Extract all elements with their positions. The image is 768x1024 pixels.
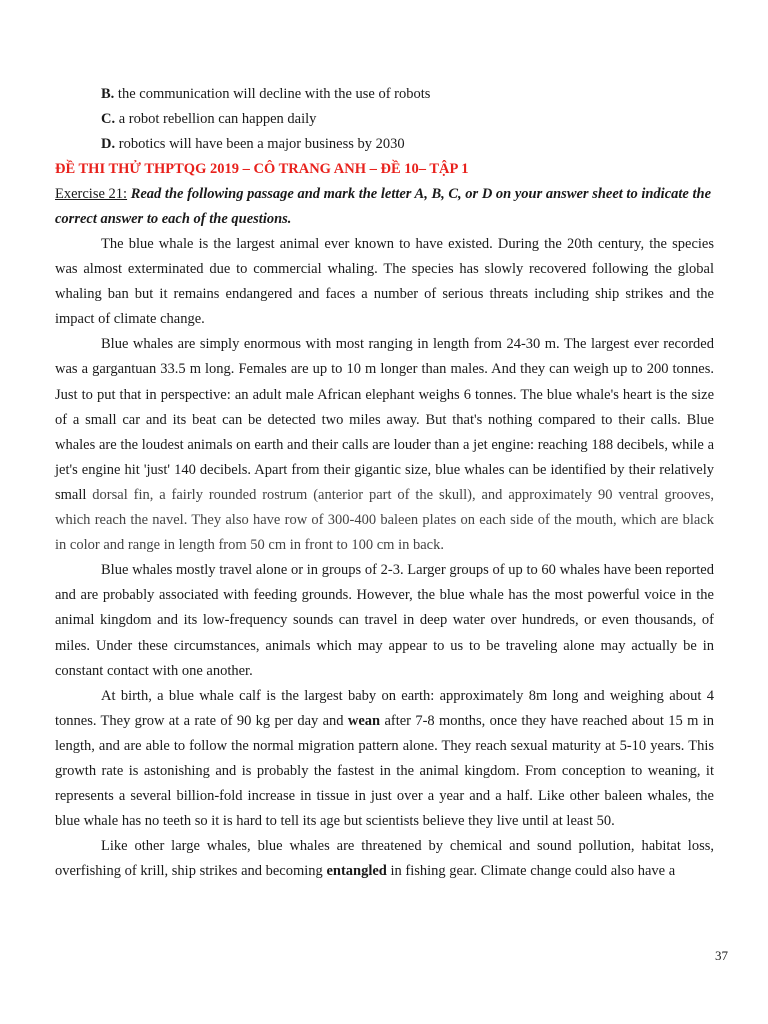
exercise-instruction: Read the following passage and mark the letter A, B, C, or D on your answer sheet to indicate the correct answer to each of the questions. <box>55 186 712 227</box>
keyword-entangled: entangled <box>326 863 387 880</box>
answer-option-d <box>55 132 714 157</box>
exercise-label: Exercise 21: <box>55 186 128 202</box>
exercise-heading <box>55 182 714 232</box>
option-text: the communication will decline with the use of robots <box>114 86 431 102</box>
exam-header: ĐỀ THI THỬ THPTQG 2019 – CÔ TRANG ANH – ĐỀ 10– TẬP 1 <box>55 161 469 177</box>
passage-paragraph-2 <box>55 332 714 558</box>
paragraph-text-continued: dorsal fin, a fairly rounded rostrum (anterior part of the skull), and approximately 90 ventral grooves, which reach the navel. They also have row of 300-400 baleen plates on each side of the mouth, which are black in color and range in length from 50 cm in front to 100 cm in back. <box>55 486 714 554</box>
option-text: a robot rebellion can happen daily <box>115 111 317 127</box>
passage-paragraph-5 <box>55 834 714 884</box>
passage-paragraph-3: Blue whales mostly travel alone or in groups of 2-3. Larger groups of up to 60 whales have been reported and are probably associated with feeding grounds. However, the blue whale has the most powerful voice in the animal kingdom and its low-frequency sounds can travel in deep water over hundreds, or even thousands, of miles. Under these circumstances, animals which may appear to us to be traveling alone may actually be in constant contact with one another. <box>55 562 714 679</box>
option-letter: C. <box>101 111 116 127</box>
paragraph-text-continued: in fishing gear. Climate change could also have a <box>386 863 676 880</box>
paragraph-text: Like other large whales, blue whales are threatened by chemical and sound pollution, habitat loss, overfishing of krill, ship strikes and becoming <box>55 838 714 880</box>
keyword-wean: wean <box>347 712 381 729</box>
answer-option-c <box>55 107 714 132</box>
passage-paragraph-1: The blue whale is the largest animal ever known to have existed. During the 20th century, the species was almost exterminated due to commercial whaling. The species has slowly recovered following the global whaling ban but it remains endangered and faces a number of serious threats including ship strikes and the impact of climate change. <box>55 236 714 328</box>
page-number: 37 <box>715 948 728 963</box>
option-letter: D. <box>101 136 116 152</box>
option-letter: B. <box>101 86 115 102</box>
passage-paragraph-4 <box>55 684 714 835</box>
paragraph-text: Blue whales are simply enormous with most ranging in length from 24-30 m. The largest ever recorded was a gargantuan 33.5 m long. Females are up to 10 m longer than males. And they can weigh up to 200 tonnes. Just to put that in perspective: an adult male African elephant weighs 6 tonnes. The blue whale's heart is the size of a small car and its beat can be detected two miles away. But that's nothing compared to their calls. Blue whales are the loudest animals on earth and their calls are louder than a jet engine: reaching 188 decibels, while a jet's engine hit 'just' 140 decibels. Apart from their gigantic size, blue whales can be identified by their relatively small <box>55 336 714 503</box>
document-page <box>55 82 714 884</box>
paragraph-text: At birth, a blue whale calf is the largest baby on earth: approximately 8m long and weighing about 4 tonnes. They grow at a rate of 90 kg per day and <box>55 687 714 729</box>
option-text: robotics will have been a major business by 2030 <box>115 136 405 152</box>
paragraph-text-continued: after 7-8 months, once they have reached about 15 m in length, and are able to follow the normal migration pattern alone. They reach sexual maturity at 5-10 years. This growth rate is astonishing and is probably the fastest in the animal kingdom. From conception to weaning, it represents a several billion-fold increase in tissue in just over a year and a half. Like other baleen whales, the blue whale has no teeth so it is hard to tell its age but scientists believe they live until at least 50. <box>55 712 714 830</box>
answer-option-b <box>55 82 714 107</box>
